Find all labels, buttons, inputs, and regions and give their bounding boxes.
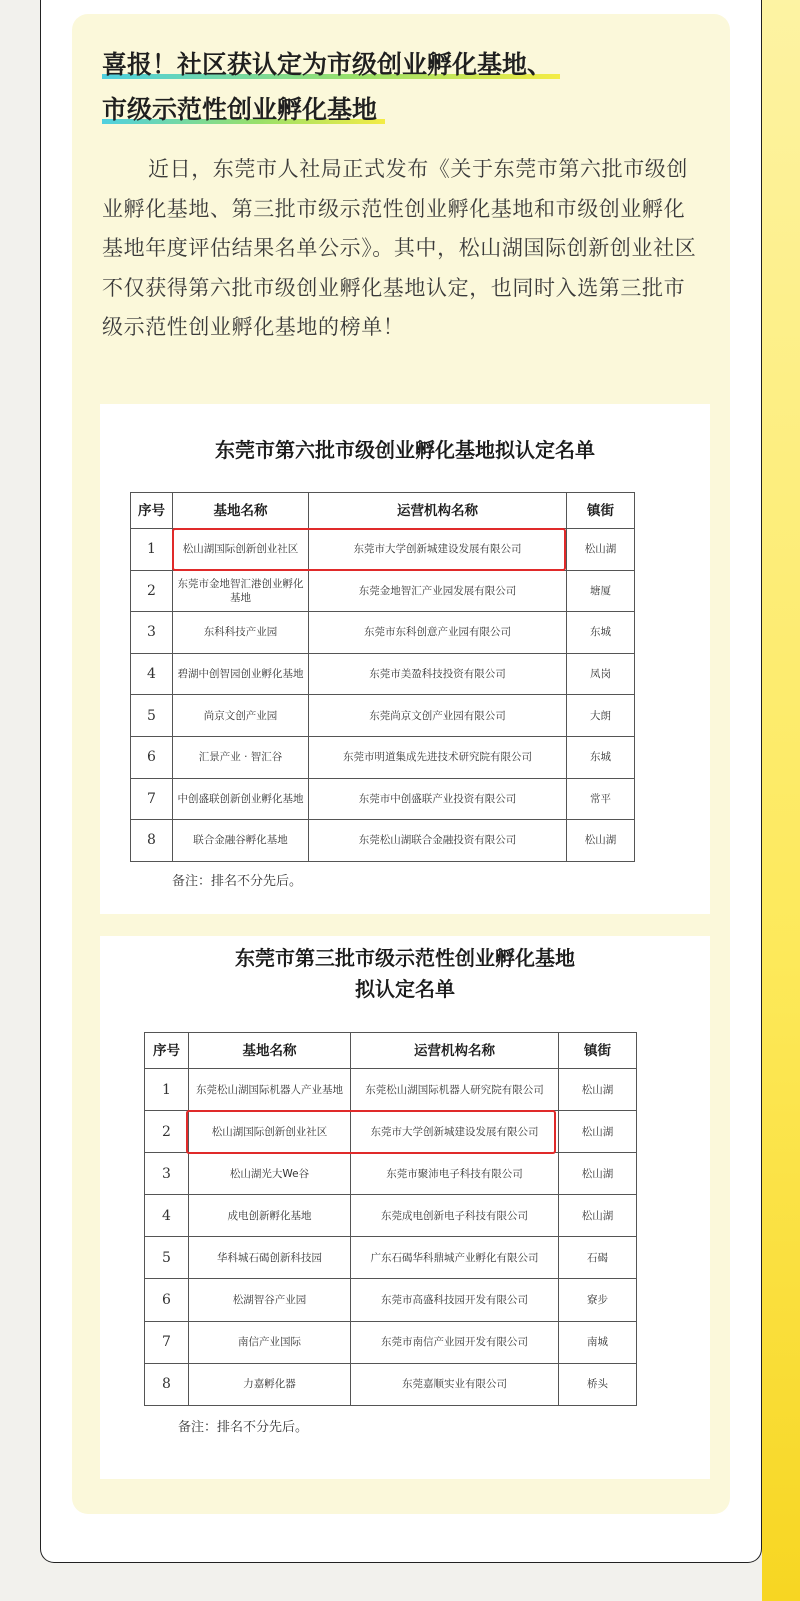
row-operator: 东莞市明道集成先进技术研究院有限公司 bbox=[309, 736, 567, 778]
title-line-2: 市级示范性创业孵化基地 bbox=[102, 95, 385, 124]
table-row bbox=[145, 1279, 637, 1321]
row-base-name: 华科城石碣创新科技园 bbox=[189, 1237, 351, 1279]
row-base-name: 松山湖国际创新创业社区 bbox=[189, 1111, 351, 1153]
table2-title-line-2: 拟认定名单 bbox=[355, 977, 455, 1001]
row-base-name: 成电创新孵化基地 bbox=[189, 1195, 351, 1237]
table2-header-base: 基地名称 bbox=[189, 1033, 351, 1069]
row-base-name: 松山湖国际创新创业社区 bbox=[173, 529, 309, 571]
table-row bbox=[145, 1237, 637, 1279]
table-row bbox=[131, 736, 635, 778]
side-decoration bbox=[762, 0, 800, 1601]
row-operator: 东莞市大学创新城建设发展有限公司 bbox=[351, 1111, 559, 1153]
row-town: 东城 bbox=[567, 612, 635, 654]
row-index: 8 bbox=[145, 1363, 189, 1405]
row-town: 寮步 bbox=[559, 1279, 637, 1321]
table2-header-index: 序号 bbox=[145, 1033, 189, 1069]
table-row bbox=[145, 1153, 637, 1195]
row-operator: 广东石碣华科鼎城产业孵化有限公司 bbox=[351, 1237, 559, 1279]
row-index: 5 bbox=[131, 695, 173, 737]
row-index: 5 bbox=[145, 1237, 189, 1279]
table-row bbox=[131, 695, 635, 737]
table-row bbox=[131, 570, 635, 612]
row-index: 7 bbox=[145, 1321, 189, 1363]
row-town: 常平 bbox=[567, 778, 635, 820]
row-operator: 东莞松山湖联合金融投资有限公司 bbox=[309, 820, 567, 862]
table-row bbox=[131, 612, 635, 654]
row-operator: 东莞市高盛科技园开发有限公司 bbox=[351, 1279, 559, 1321]
row-town: 塘厦 bbox=[567, 570, 635, 612]
table2-header-row bbox=[145, 1033, 637, 1069]
row-operator: 东莞嘉顺实业有限公司 bbox=[351, 1363, 559, 1405]
row-town: 松山湖 bbox=[559, 1069, 637, 1111]
row-operator: 东莞松山湖国际机器人研究院有限公司 bbox=[351, 1069, 559, 1111]
title-line-1: 喜报！社区获认定为市级创业孵化基地、 bbox=[102, 50, 560, 79]
row-operator: 东莞成电创新电子科技有限公司 bbox=[351, 1195, 559, 1237]
table1-header-operator: 运营机构名称 bbox=[309, 493, 567, 529]
row-town: 松山湖 bbox=[567, 820, 635, 862]
row-base-name: 松山湖光大We谷 bbox=[189, 1153, 351, 1195]
row-index: 2 bbox=[145, 1111, 189, 1153]
table2 bbox=[144, 1032, 637, 1406]
row-town: 凤岗 bbox=[567, 653, 635, 695]
table-row bbox=[145, 1069, 637, 1111]
table1-header-base: 基地名称 bbox=[173, 493, 309, 529]
row-index: 2 bbox=[131, 570, 173, 612]
row-town: 松山湖 bbox=[559, 1153, 637, 1195]
row-town: 桥头 bbox=[559, 1363, 637, 1405]
row-operator: 东莞金地智汇产业园发展有限公司 bbox=[309, 570, 567, 612]
document-image-2 bbox=[100, 936, 710, 1479]
row-operator: 东莞市美盈科技投资有限公司 bbox=[309, 653, 567, 695]
row-base-name: 力嘉孵化器 bbox=[189, 1363, 351, 1405]
row-operator: 东莞市大学创新城建设发展有限公司 bbox=[309, 529, 567, 571]
row-base-name: 南信产业国际 bbox=[189, 1321, 351, 1363]
row-index: 4 bbox=[145, 1195, 189, 1237]
table-row bbox=[131, 820, 635, 862]
row-base-name: 联合金融谷孵化基地 bbox=[173, 820, 309, 862]
row-operator: 东莞尚京文创产业园有限公司 bbox=[309, 695, 567, 737]
row-town: 大朗 bbox=[567, 695, 635, 737]
row-base-name: 东科科技产业园 bbox=[173, 612, 309, 654]
row-town: 松山湖 bbox=[567, 529, 635, 571]
row-operator: 东莞市南信产业园开发有限公司 bbox=[351, 1321, 559, 1363]
table1-note: 备注：排名不分先后。 bbox=[172, 874, 303, 889]
row-operator: 东莞市东科创意产业园有限公司 bbox=[309, 612, 567, 654]
highlight-box bbox=[172, 528, 566, 571]
table-row bbox=[145, 1363, 637, 1405]
table2-title-line-1: 东莞市第三批市级示范性创业孵化基地 bbox=[235, 946, 575, 970]
table1-header-town: 镇街 bbox=[567, 493, 635, 529]
table2-header-operator: 运营机构名称 bbox=[351, 1033, 559, 1069]
row-index: 1 bbox=[145, 1069, 189, 1111]
row-index: 8 bbox=[131, 820, 173, 862]
row-town: 南城 bbox=[559, 1321, 637, 1363]
row-base-name: 东莞松山湖国际机器人产业基地 bbox=[189, 1069, 351, 1111]
row-town: 东城 bbox=[567, 736, 635, 778]
article-body: 近日，东莞市人社局正式发布《关于东莞市第六批市级创业孵化基地、第三批市级示范性创业孵化基地和市级创业孵化基地年度评估结果名单公示》。其中，松山湖国际创新创业社区不仅获得第六批市级创业孵化基地认定，也同时入选第三批市级示范性创业孵化基地的榜单！ bbox=[102, 157, 697, 339]
row-index: 6 bbox=[131, 736, 173, 778]
table1-title: 东莞市第六批市级创业孵化基地拟认定名单 bbox=[215, 438, 595, 462]
row-base-name: 松湖智谷产业园 bbox=[189, 1279, 351, 1321]
row-base-name: 东莞市金地智汇港创业孵化基地 bbox=[173, 570, 309, 612]
table2-note: 备注：排名不分先后。 bbox=[178, 1420, 309, 1435]
row-operator: 东莞市中创盛联产业投资有限公司 bbox=[309, 778, 567, 820]
article-title bbox=[102, 42, 702, 132]
row-index: 3 bbox=[131, 612, 173, 654]
row-town: 松山湖 bbox=[559, 1195, 637, 1237]
table2-header-town: 镇街 bbox=[559, 1033, 637, 1069]
row-index: 7 bbox=[131, 778, 173, 820]
row-base-name: 汇景产业 · 智汇谷 bbox=[173, 736, 309, 778]
table-row bbox=[131, 653, 635, 695]
row-town: 松山湖 bbox=[559, 1111, 637, 1153]
row-index: 1 bbox=[131, 529, 173, 571]
row-operator: 东莞市聚沛电子科技有限公司 bbox=[351, 1153, 559, 1195]
highlight-box bbox=[186, 1110, 556, 1154]
table-row bbox=[145, 1321, 637, 1363]
document-image-1 bbox=[100, 404, 710, 914]
row-base-name: 尚京文创产业园 bbox=[173, 695, 309, 737]
row-index: 3 bbox=[145, 1153, 189, 1195]
table-row bbox=[145, 1195, 637, 1237]
row-base-name: 碧湖中创智园创业孵化基地 bbox=[173, 653, 309, 695]
table1-header-row bbox=[131, 493, 635, 529]
row-base-name: 中创盛联创新创业孵化基地 bbox=[173, 778, 309, 820]
row-town: 石碣 bbox=[559, 1237, 637, 1279]
row-index: 6 bbox=[145, 1279, 189, 1321]
table-row bbox=[131, 778, 635, 820]
table1-header-index: 序号 bbox=[131, 493, 173, 529]
row-index: 4 bbox=[131, 653, 173, 695]
